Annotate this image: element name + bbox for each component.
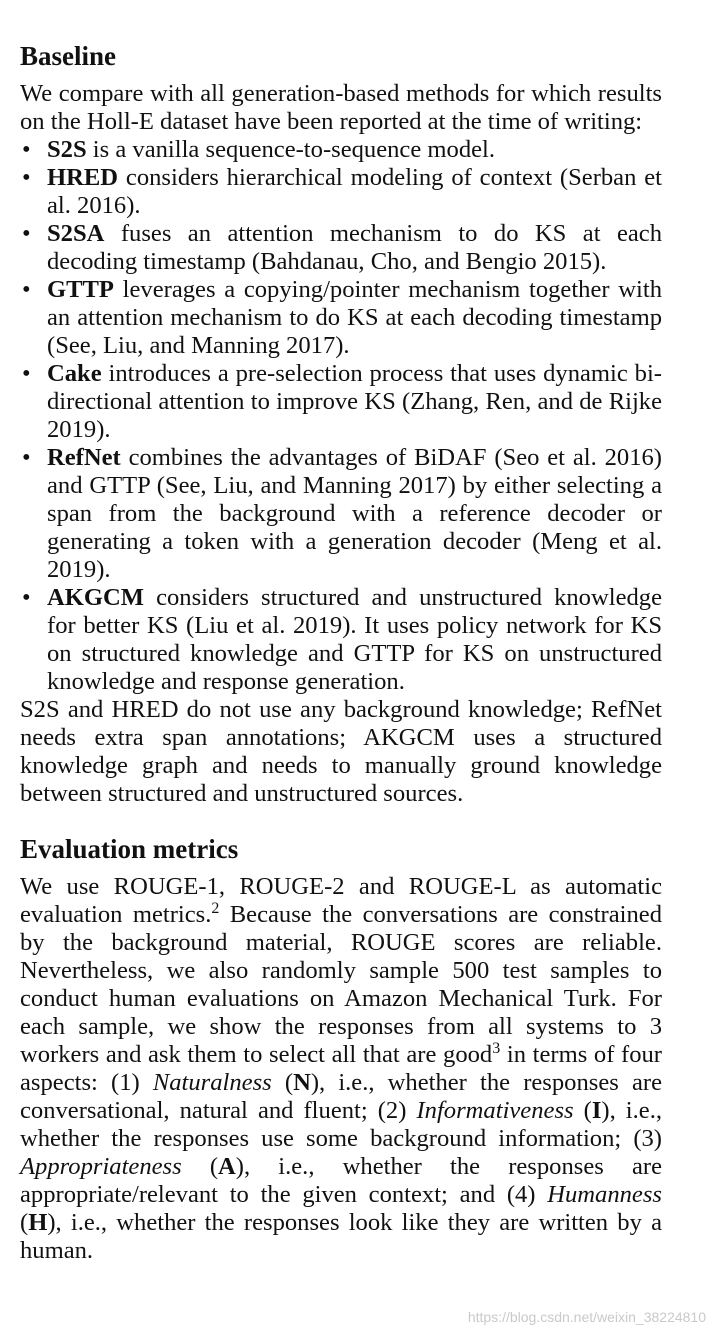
aspect-appropriateness: Appropriateness xyxy=(20,1153,182,1180)
method-item-cake xyxy=(20,360,662,444)
watermark: https://blog.csdn.net/weixin_38224810 xyxy=(467,1309,706,1325)
aspect-abbr-n: N xyxy=(293,1069,311,1096)
footnote-marker-2: 2 xyxy=(211,900,220,917)
baseline-intro: We compare with all generation-based methods for which results on the Holl-E dataset have been reported at the time of writing: xyxy=(20,80,662,135)
bullet-icon: • xyxy=(22,276,31,303)
text-run: in terms of four aspects: (1) xyxy=(20,1041,662,1096)
text-run: ), i.e., whether the responses use some background information; (3) xyxy=(20,1097,663,1152)
bullet-icon: • xyxy=(22,584,31,611)
text-run: We use ROUGE-1, ROUGE-2 and ROUGE-L as automatic evaluation metrics. xyxy=(20,873,662,928)
method-description: leverages a copying/pointer mechanism together with an attention mechanism to do KS at each decoding timestamp (See, Liu, and Manning 2017). xyxy=(47,276,662,359)
method-description: introduces a pre-selection process that uses dynamic bi-directional attention to improve KS (Zhang, Ren, and de Rijke 2019). xyxy=(47,360,662,443)
method-item-akgcm xyxy=(20,584,662,696)
evaluation-heading: Evaluation metrics xyxy=(20,834,239,864)
text-run: ), i.e., whether the responses are appropriate/relevant to the given context; and (4) xyxy=(20,1153,662,1208)
method-name: RefNet xyxy=(47,444,121,471)
bullet-icon: • xyxy=(22,164,31,191)
evaluation-section xyxy=(20,831,662,1265)
baseline-heading: Baseline xyxy=(20,41,117,71)
aspect-informativeness: Informativeness xyxy=(416,1097,574,1124)
method-name: HRED xyxy=(47,164,119,191)
text-run: ( xyxy=(271,1069,294,1096)
text-run: ( xyxy=(181,1153,219,1180)
text-run: ( xyxy=(573,1097,592,1124)
bullet-icon: • xyxy=(22,360,31,387)
aspect-abbr-i: I xyxy=(591,1097,602,1124)
baseline-section xyxy=(20,38,662,808)
method-item-gttp xyxy=(20,276,662,360)
aspect-naturalness: Naturalness xyxy=(152,1069,272,1096)
aspect-humanness: Humanness xyxy=(547,1181,662,1208)
method-name: S2S xyxy=(47,136,87,163)
method-name: AKGCM xyxy=(47,584,144,611)
method-description: fuses an attention mechanism to do KS at each decoding timestamp (Bahdanau, Cho, and Bengio 2015). xyxy=(47,220,662,275)
paper-page xyxy=(20,38,662,1265)
text-run: ( xyxy=(20,1209,29,1236)
method-item-refnet xyxy=(20,444,662,584)
baseline-method-list xyxy=(20,136,662,696)
method-description: is a vanilla sequence-to-sequence model. xyxy=(86,136,496,163)
aspect-abbr-h: H xyxy=(28,1209,48,1236)
method-name: GTTP xyxy=(47,276,114,303)
text-run: ), i.e., whether the responses look like they are written by a human. xyxy=(20,1209,662,1264)
bullet-icon: • xyxy=(22,220,31,247)
method-description: considers hierarchical modeling of context (Serban et al. 2016). xyxy=(47,164,662,219)
method-description: combines the advantages of BiDAF (Seo et al. 2016) and GTTP (See, Liu, and Manning 2017) by either selecting a span from the background with a reference decoder or generating a token with a generation decoder (Meng et al. 2019). xyxy=(47,444,662,583)
method-item-s2s xyxy=(20,136,662,164)
aspect-abbr-a: A xyxy=(218,1153,236,1180)
text-run: Because the conversations are constrained by the background material, ROUGE scores are reliable. Nevertheless, we also randomly sample 500 test samples to conduct human evaluations on Amazon Mechanical Turk. For each sample, we show the responses from all systems to 3 workers and ask them to select all that are good xyxy=(20,901,662,1068)
footnote-marker-3: 3 xyxy=(492,1040,501,1057)
bullet-icon: • xyxy=(22,444,31,471)
method-item-s2sa xyxy=(20,220,662,276)
method-item-hred xyxy=(20,164,662,220)
method-description: considers structured and unstructured knowledge for better KS (Liu et al. 2019). It uses policy network for KS on structured knowledge and GTTP for KS on unstructured knowledge and response generation. xyxy=(47,584,662,695)
method-name: Cake xyxy=(47,360,102,387)
evaluation-paragraph xyxy=(20,873,662,1265)
bullet-icon: • xyxy=(22,136,31,163)
text-run: ), i.e., whether the responses are conversational, natural and fluent; (2) xyxy=(20,1069,662,1124)
baseline-outro: S2S and HRED do not use any background knowledge; RefNet needs extra span annotations; AKGCM uses a structured knowledge graph and needs to manually ground knowledge between structured and unstructured sources. xyxy=(20,696,662,807)
method-name: S2SA xyxy=(47,220,105,247)
